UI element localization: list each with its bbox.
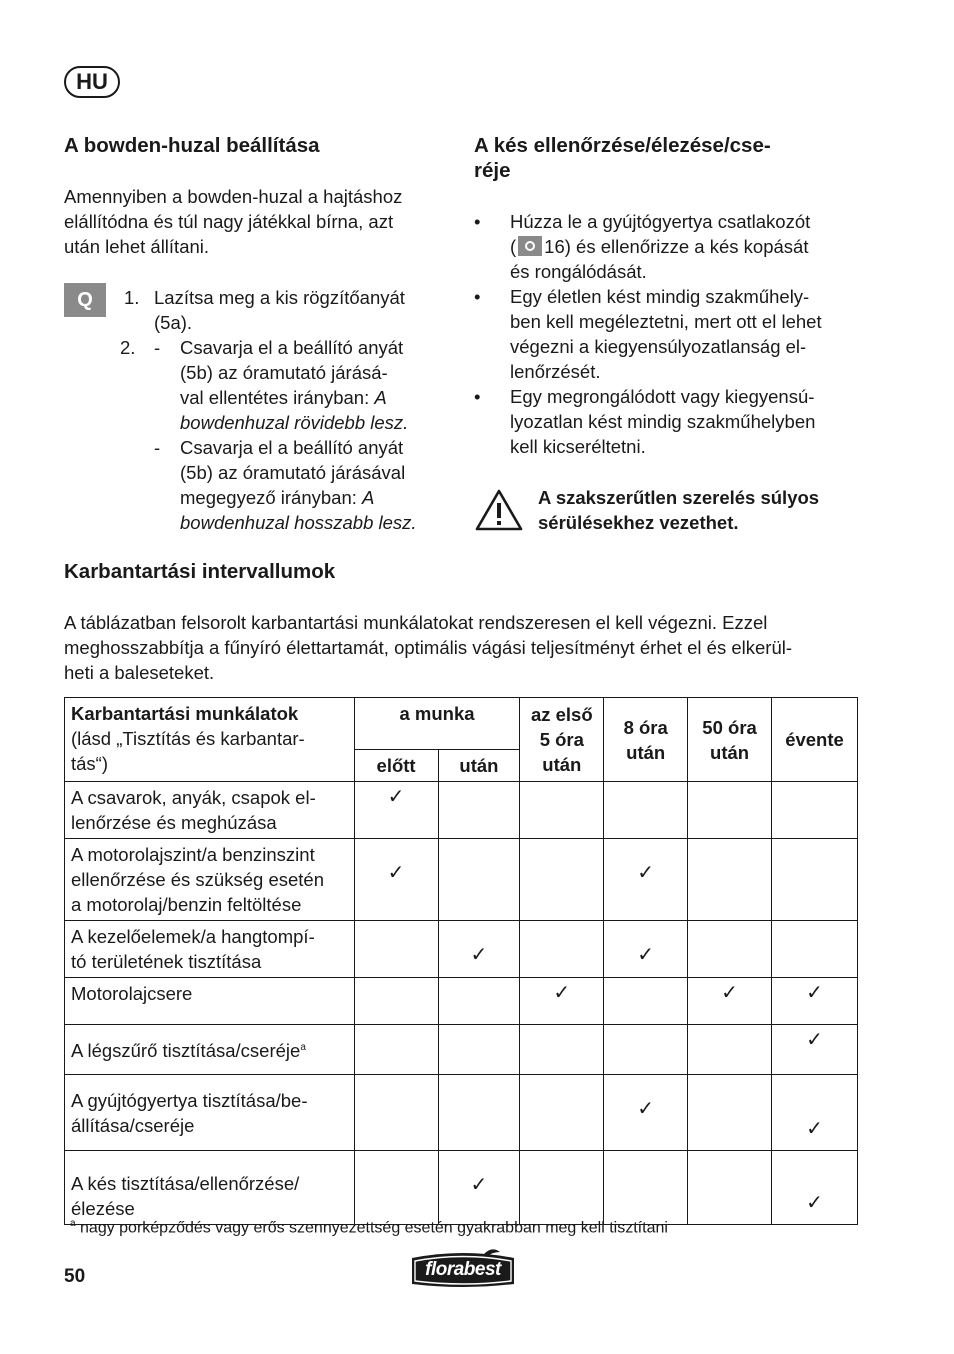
bullet-marker: • <box>474 386 481 407</box>
step-text: megegyező irányban: <box>180 487 363 508</box>
row-label: A motorolajszint/a benzinszint ellenőrzése és szükség esetén a motorolaj/benzin feltöltése <box>65 839 355 921</box>
check-mark: ✓ <box>438 1151 520 1225</box>
step-result: bowdenhuzal rövidebb lesz. <box>180 412 409 433</box>
bowden-intro-line: elállítódna és túl nagy játékkal bírna, azt <box>64 211 394 232</box>
check-mark: ✓ <box>354 782 438 839</box>
header-yearly: évente <box>772 698 858 782</box>
step-2b <box>154 435 417 535</box>
table-row <box>65 782 858 839</box>
warning-line: sérülésekhez vezethet. <box>538 512 739 533</box>
table-row <box>65 1075 858 1151</box>
page-number: 50 <box>64 1266 86 1287</box>
bullet-text: lyozatlan kést mindig szakműhelyben <box>510 411 816 432</box>
step-text: val ellentétes irányban: <box>180 387 375 408</box>
bullet-item <box>474 209 864 284</box>
maintenance-intro-line: heti a baleseteket. <box>64 662 215 683</box>
step-2 <box>120 335 452 535</box>
check-mark: ✓ <box>688 978 772 1025</box>
knife-title-line: A kés ellenőrzése/élezése/cse- <box>474 134 771 157</box>
maintenance-title: Karbantartási intervallumok <box>64 560 336 583</box>
row-label: A kezelőelemek/a hangtompí- tó területének tisztítása <box>65 921 355 978</box>
bullet-text: ( <box>510 236 517 257</box>
bowden-section-title: A bowden-huzal beállítása <box>64 134 320 157</box>
maintenance-intro-line: meghosszabbítja a fűnyíró élettartamát, optimális vágási teljesítményt érhet el és elkerül- <box>64 637 793 658</box>
bowden-intro-line: után lehet állítani. <box>64 236 210 257</box>
step-result: A <box>374 387 387 408</box>
step-text: (5a). <box>154 312 193 333</box>
footnote-text: nagy porképződés vagy erős szennyezettség esetén gyakrabban meg kell tisztítani <box>80 1219 668 1237</box>
bullet-text: és rongálódását. <box>510 261 647 282</box>
step-2a <box>154 335 417 435</box>
warning-triangle-icon <box>474 488 524 532</box>
maintenance-table <box>64 697 858 1225</box>
row-label: A gyújtógyertya tisztítása/be- állítása/cseréje <box>65 1075 355 1151</box>
step-1 <box>122 285 452 335</box>
check-mark: ✓ <box>772 978 858 1025</box>
maintenance-intro <box>64 610 884 685</box>
row-label: Motorolajcsere <box>65 978 355 1025</box>
bowden-intro <box>64 184 454 259</box>
knife-title-line: réje <box>474 159 511 182</box>
table-row <box>65 978 858 1025</box>
bullet-text: kell kicseréltetni. <box>510 436 646 457</box>
header-task: Karbantartási munkálatok (lásd „Tisztítás és karbantar- tás“) <box>65 698 355 782</box>
bullet-item <box>474 284 864 384</box>
step-text: (5b) az óramutató járásá- <box>180 362 388 383</box>
header-50h: 50 óra után <box>688 698 772 782</box>
step-result: bowdenhuzal hosszabb lesz. <box>180 512 417 533</box>
step-text: Lazítsa meg a kis rögzítőanyát <box>154 287 405 308</box>
step-text: (5b) az óramutató járásával <box>180 462 406 483</box>
step-number: 2. <box>120 337 136 358</box>
bullet-text: Húzza le a gyújtógyertya csatlakozót <box>510 211 811 232</box>
row-label: A légszűrő tisztítása/cseréje$^a$ <box>65 1025 355 1075</box>
bullet-marker: • <box>474 286 481 307</box>
bullet-text: 16) és ellenőrizze a kés kopását <box>544 236 809 257</box>
footnote-marker: a <box>70 1218 76 1229</box>
figure-reference-icon <box>518 236 542 256</box>
table-footnote <box>70 1214 890 1238</box>
warning-text <box>538 485 868 535</box>
row-label: A csavarok, anyák, csapok el- lenőrzése és meghúzása <box>65 782 355 839</box>
dash-marker: - <box>154 337 161 358</box>
language-badge: HU <box>64 66 120 98</box>
row-label: A kés tisztítása/ellenőrzése/ élezése <box>65 1151 355 1225</box>
bullet-text: végezni a kiegyensúlyozatlanság el- <box>510 336 807 357</box>
bullet-text: Egy életlen kést mindig szakműhely- <box>510 286 810 307</box>
knife-bullets <box>474 209 864 459</box>
step-text: Csavarja el a beállító anyát <box>180 437 404 458</box>
check-mark: ✓ <box>604 1075 688 1151</box>
check-mark: ✓ <box>604 921 688 978</box>
dash-marker: - <box>154 437 161 458</box>
header-before: előtt <box>354 750 438 782</box>
step-result: A <box>362 487 375 508</box>
bowden-intro-line: Amennyiben a bowden-huzal a hajtáshoz <box>64 186 403 207</box>
check-mark: ✓ <box>772 1151 858 1225</box>
quick-reference-badge: Q <box>64 283 106 317</box>
florabest-logo <box>406 1246 520 1290</box>
check-mark: ✓ <box>354 839 438 921</box>
check-mark: ✓ <box>772 1075 858 1151</box>
bullet-text: lenőrzését. <box>510 361 601 382</box>
step-number: 1. <box>124 287 140 308</box>
table-row <box>65 921 858 978</box>
logo-text: florabest <box>425 1259 501 1280</box>
check-mark: ✓ <box>520 978 604 1025</box>
knife-section-title <box>474 133 771 183</box>
table-row <box>65 1025 858 1075</box>
check-mark: ✓ <box>772 1025 858 1075</box>
bullet-item <box>474 384 864 459</box>
bullet-marker: • <box>474 211 481 232</box>
maintenance-intro-line: A táblázatban felsorolt karbantartási munkálatokat rendszeresen el kell végezni. Ezzel <box>64 612 768 633</box>
check-mark: ✓ <box>604 839 688 921</box>
bullet-text: ben kell megéleztetni, mert ott el lehet <box>510 311 822 332</box>
bowden-steps <box>122 285 452 535</box>
header-8h: 8 óra után <box>604 698 688 782</box>
check-mark: ✓ <box>438 921 520 978</box>
bullet-text: Egy megrongálódott vagy kiegyensú- <box>510 386 815 407</box>
header-work: a munka <box>354 698 520 750</box>
table-row <box>65 839 858 921</box>
header-first-5h: az első 5 óra után <box>520 698 604 782</box>
warning-line: A szakszerűtlen szerelés súlyos <box>538 487 820 508</box>
header-after: után <box>438 750 520 782</box>
step-text: Csavarja el a beállító anyát <box>180 337 404 358</box>
